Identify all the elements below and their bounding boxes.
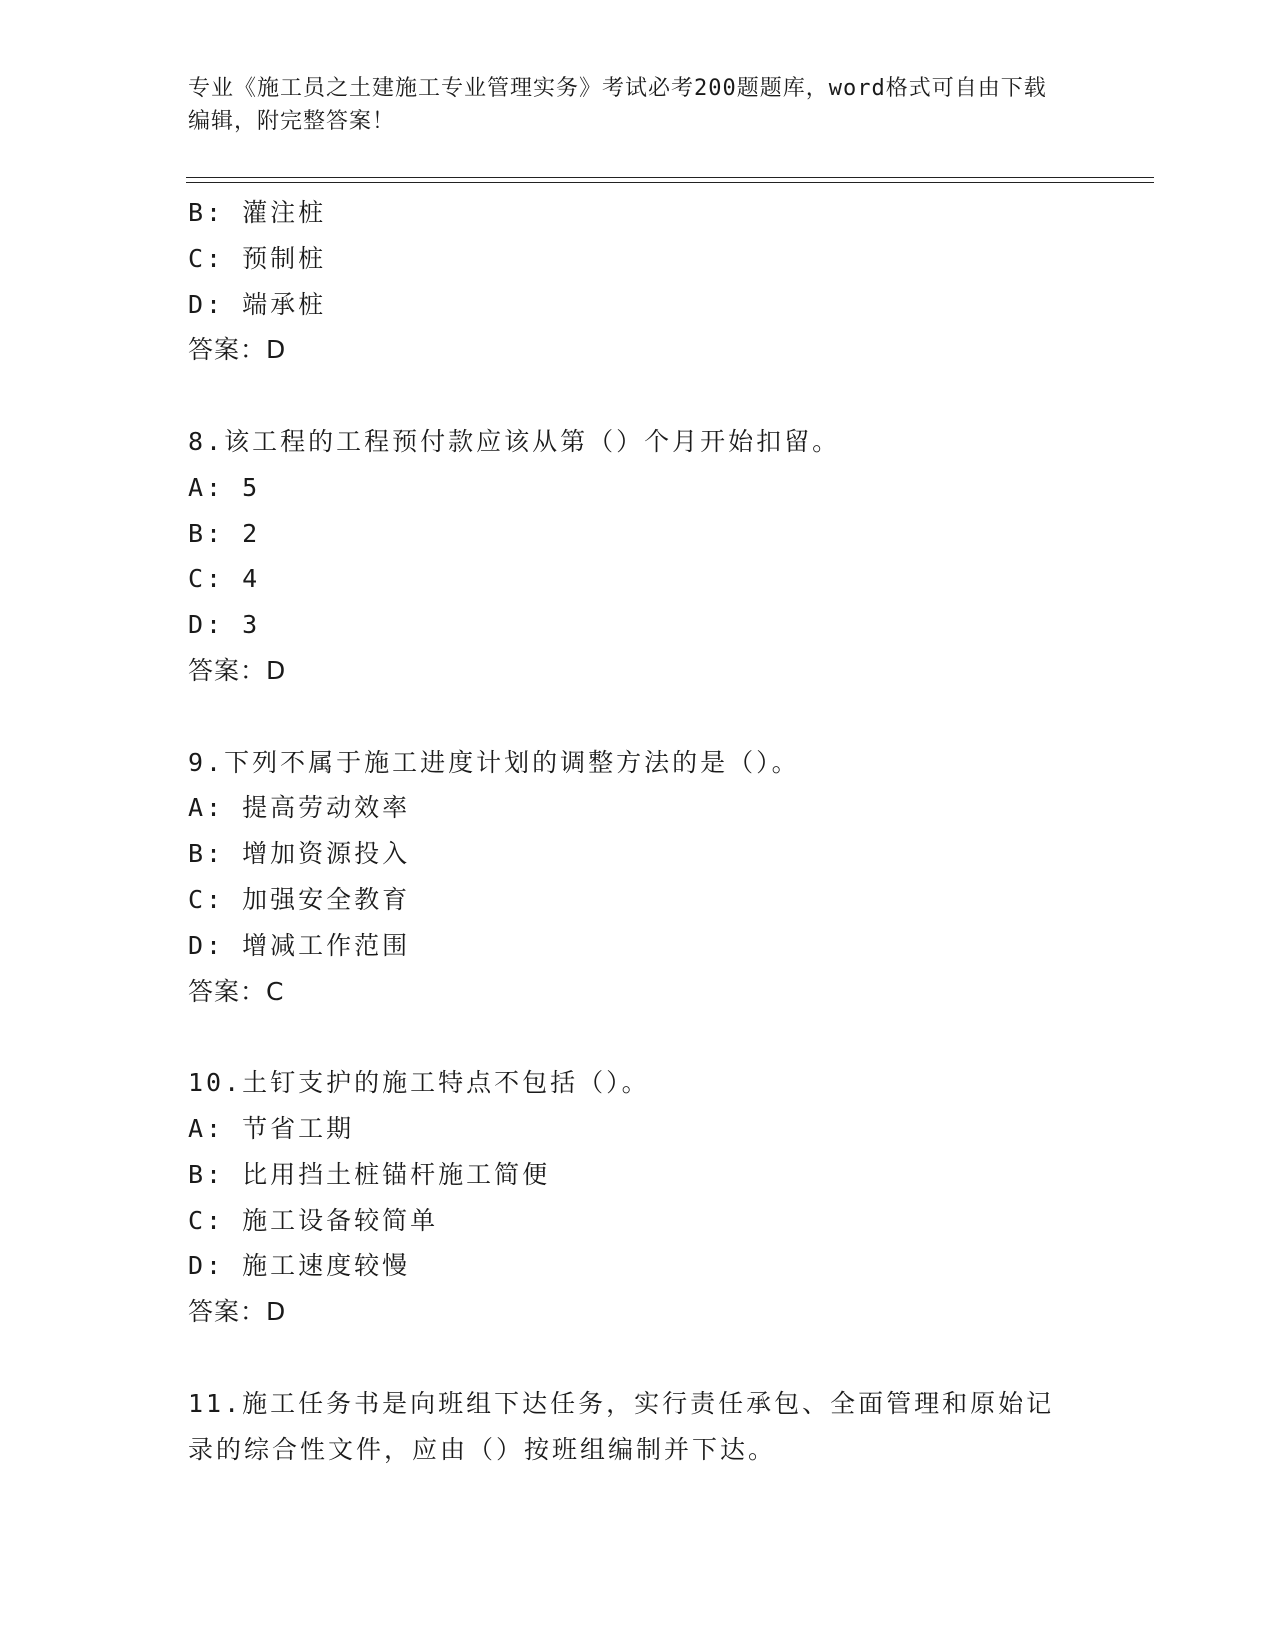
option-a: A: 节省工期 (188, 1113, 355, 1143)
option-c: C: 施工设备较简单 (188, 1205, 439, 1235)
question-text: 10.土钉支护的施工特点不包括（）。 (188, 1068, 650, 1098)
option-b: B: 灌注桩 (188, 198, 327, 227)
option-c: C: 4 (188, 564, 261, 594)
question-text: 8.该工程的工程预付款应该从第（）个月开始扣留。 (188, 426, 841, 456)
answer-line: 答案：D (188, 655, 287, 685)
option-d: D: 3 (188, 610, 261, 640)
answer-line: 答案：D (188, 1297, 287, 1327)
question-partial (188, 190, 1088, 373)
question-10 (188, 1060, 1088, 1335)
question-11 (188, 1381, 1088, 1473)
question-text-line-1: 11.施工任务书是向班组下达任务，实行责任承包、全面管理和原始记 (188, 1388, 1055, 1418)
option-b: B: 增加资源投入 (188, 839, 411, 869)
question-8 (188, 419, 1088, 694)
option-a: A: 提高劳动效率 (188, 793, 411, 823)
option-c: C: 加强安全教育 (188, 884, 411, 914)
option-d: D: 增减工作范围 (188, 930, 411, 960)
answer-line: 答案：C (188, 976, 285, 1006)
option-b: B: 比用挡土桩锚杆施工简便 (188, 1159, 551, 1189)
option-d: D: 端承桩 (188, 289, 327, 319)
header-divider-bottom (186, 182, 1154, 183)
option-b: B: 2 (188, 518, 261, 548)
option-c: C: 预制桩 (188, 243, 327, 273)
option-a: A: 5 (188, 472, 261, 502)
document-header (188, 72, 1068, 138)
document-title: 专业《施工员之土建施工专业管理实务》考试必考200题题库，word格式可自由下载编辑，附完整答案！ (188, 76, 1047, 134)
question-text-line-2: 录的综合性文件，应由（）按班组编制并下达。 (188, 1434, 777, 1464)
question-9 (188, 740, 1088, 1015)
question-list (188, 190, 1088, 1472)
answer-line: 答案：D (188, 335, 287, 365)
option-d: D: 施工速度较慢 (188, 1251, 411, 1281)
header-divider-top (186, 177, 1154, 178)
question-text: 9.下列不属于施工进度计划的调整方法的是（）。 (188, 747, 800, 777)
